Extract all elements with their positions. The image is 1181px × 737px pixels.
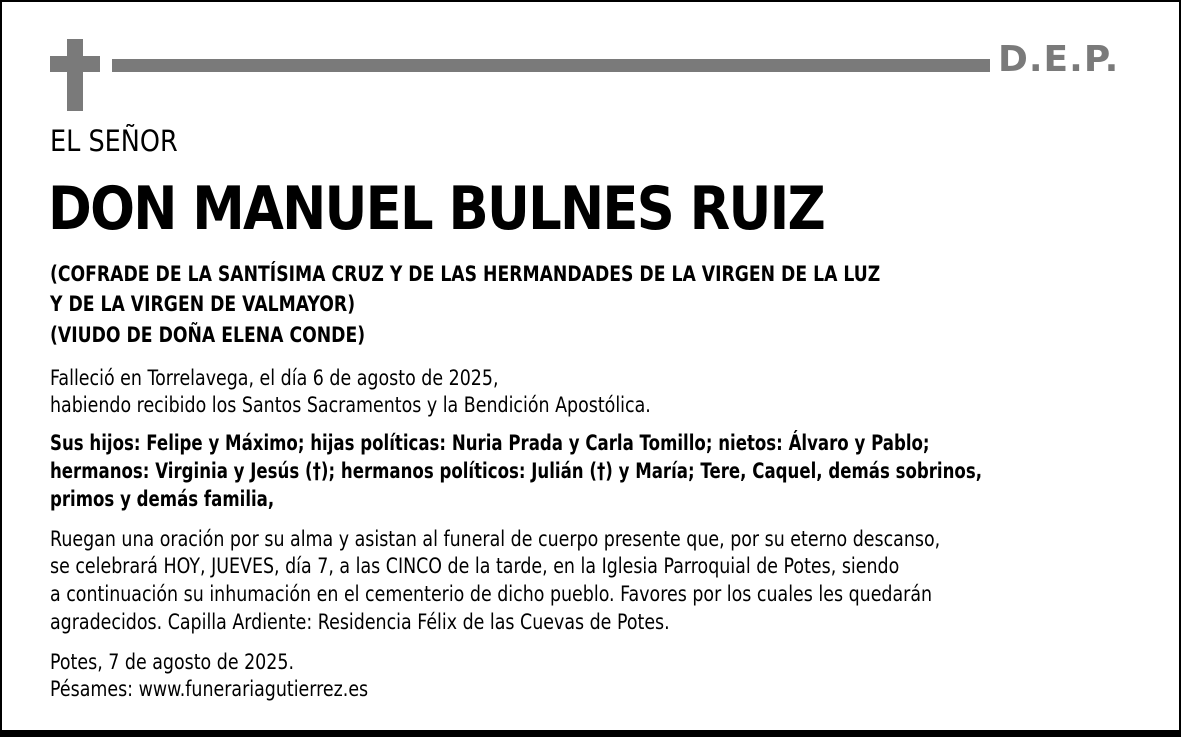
place-date: Potes, 7 de agosto de 2025. [50, 650, 294, 674]
titles-line-2: Y DE LA VIRGEN DE VALMAYOR) [50, 292, 356, 316]
family-line-3: primos y demás familia, [50, 487, 275, 511]
request-line-3: a continuación su inhumación en el cementerio de dicho pueblo. Favores por los cuales les quedarán [50, 582, 933, 606]
family-line-1: Sus hijos: Felipe y Máximo; hijas políticas: Nuria Prada y Carla Tomillo; nietos: Álvaro y Pablo; [50, 431, 930, 455]
family-line-2: hermanos: Virginia y Jesús (†); hermanos políticos: Julián (†) y María; Tere, Caquel, demás sobrinos, [50, 459, 983, 483]
dep-label: D.E.P. [998, 39, 1120, 80]
deceased-name: DON MANUEL BULNES RUIZ [48, 174, 825, 244]
header-rule [112, 59, 990, 72]
death-line-1: Falleció en Torrelavega, el día 6 de agosto de 2025, [50, 366, 499, 390]
request-line-1: Ruegan una oración por su alma y asistan al funeral de cuerpo presente que, por su eterno descanso, [50, 527, 941, 551]
titles-line-1: (COFRADE DE LA SANTÍSIMA CRUZ Y DE LAS HERMANDADES DE LA VIRGEN DE LA LUZ [50, 262, 881, 286]
condolences-website: Pésames: www.funerariagutierrez.es [50, 677, 369, 701]
request-line-4: agradecidos. Capilla Ardiente: Residencia Félix de las Cuevas de Potes. [50, 610, 670, 634]
request-line-2: se celebrará HOY, JUEVES, día 7, a las CINCO de la tarde, en la Iglesia Parroquial de Potes, siendo [50, 554, 900, 578]
latin-cross-icon [50, 39, 100, 111]
death-line-2: habiendo recibido los Santos Sacramentos y la Bendición Apostólica. [50, 393, 651, 417]
honorific-prefix: EL SEÑOR [50, 124, 178, 158]
widower-line: (VIUDO DE DOÑA ELENA CONDE) [50, 323, 366, 347]
